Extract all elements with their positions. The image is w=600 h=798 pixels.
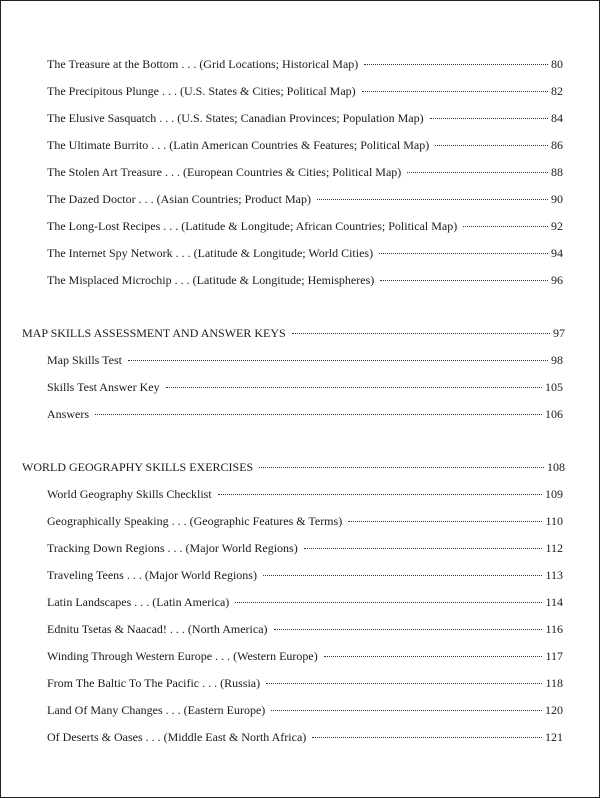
toc-entry-page: 105 bbox=[545, 380, 563, 394]
toc-section-world-geography-skills[interactable] bbox=[22, 460, 565, 474]
dot-leader bbox=[292, 333, 550, 334]
toc-entry-geographically-speaking[interactable] bbox=[47, 514, 563, 528]
dot-leader bbox=[430, 118, 548, 119]
toc-entry-page: 112 bbox=[545, 541, 563, 555]
toc-entry-long-lost-recipes[interactable] bbox=[47, 219, 563, 233]
dot-leader bbox=[348, 521, 542, 522]
toc-entry-map-skills-test[interactable] bbox=[47, 353, 563, 367]
toc-entry-page: 80 bbox=[551, 57, 563, 71]
toc-entry-title: Traveling Teens . . . (Major World Regions) bbox=[47, 568, 257, 582]
toc-section-title: MAP SKILLS ASSESSMENT AND ANSWER KEYS bbox=[22, 326, 286, 340]
toc-entry-title: The Long-Lost Recipes . . . (Latitude & Longitude; African Countries; Political Map) bbox=[47, 219, 458, 233]
toc-entry-page: 94 bbox=[551, 246, 563, 260]
toc-entry-page: 86 bbox=[551, 138, 563, 152]
toc-entry-stolen-art-treasure[interactable] bbox=[47, 165, 563, 179]
toc-entry-title: Map Skills Test bbox=[47, 353, 122, 367]
toc-entry-page: 116 bbox=[545, 622, 563, 636]
toc-entry-title: Latin Landscapes . . . (Latin America) bbox=[47, 595, 230, 609]
toc-entry-page: 98 bbox=[551, 353, 563, 367]
toc-entry-title: World Geography Skills Checklist bbox=[47, 487, 212, 501]
toc-entry-title: Answers bbox=[47, 407, 89, 421]
dot-leader bbox=[263, 575, 542, 576]
toc-entry-title: Of Deserts & Oases . . . (Middle East & North Africa) bbox=[47, 730, 307, 744]
toc-section-title: WORLD GEOGRAPHY SKILLS EXERCISES bbox=[22, 460, 254, 474]
toc-entry-title: The Dazed Doctor . . . (Asian Countries; Product Map) bbox=[47, 192, 311, 206]
toc-section-page: 108 bbox=[547, 460, 565, 474]
dot-leader bbox=[362, 91, 548, 92]
dot-leader bbox=[166, 387, 542, 388]
dot-leader bbox=[128, 360, 548, 361]
dot-leader bbox=[259, 467, 544, 468]
dot-leader bbox=[271, 710, 542, 711]
toc-entry-page: 88 bbox=[551, 165, 563, 179]
toc-entry-title: The Internet Spy Network . . . (Latitude & Longitude; World Cities) bbox=[47, 246, 374, 260]
toc-entry-page: 92 bbox=[551, 219, 563, 233]
toc-entry-page: 90 bbox=[551, 192, 563, 206]
toc-entry-land-of-many-changes[interactable] bbox=[47, 703, 563, 717]
toc-entry-title: The Ultimate Burrito . . . (Latin American Countries & Features; Political Map) bbox=[47, 138, 430, 152]
toc-entry-baltic-to-pacific[interactable] bbox=[47, 676, 563, 690]
toc-entry-title: Ednitu Tsetas & Naacad! . . . (North America) bbox=[47, 622, 268, 636]
toc-entry-title: Tracking Down Regions . . . (Major World Regions) bbox=[47, 541, 298, 555]
toc-entry-title: The Precipitous Plunge . . . (U.S. States & Cities; Political Map) bbox=[47, 84, 356, 98]
toc-section-page: 97 bbox=[553, 326, 565, 340]
toc-entry-elusive-sasquatch[interactable] bbox=[47, 111, 563, 125]
dot-leader bbox=[274, 629, 543, 630]
toc-entry-page: 120 bbox=[545, 703, 563, 717]
toc-entry-precipitous-plunge[interactable] bbox=[47, 84, 563, 98]
toc-entry-title: From The Baltic To The Pacific . . . (Russia) bbox=[47, 676, 261, 690]
toc-entry-page: 121 bbox=[545, 730, 563, 744]
toc-entry-misplaced-microchip[interactable] bbox=[47, 273, 563, 287]
toc-section-map-skills-assessment[interactable] bbox=[22, 326, 565, 340]
dot-leader bbox=[380, 280, 548, 281]
toc-entry-traveling-teens[interactable] bbox=[47, 568, 563, 582]
dot-leader bbox=[266, 683, 542, 684]
dot-leader bbox=[218, 494, 542, 495]
toc-entry-page: 84 bbox=[551, 111, 563, 125]
toc-entry-dazed-doctor[interactable] bbox=[47, 192, 563, 206]
toc-entry-page: 96 bbox=[551, 273, 563, 287]
toc-entry-ultimate-burrito[interactable] bbox=[47, 138, 563, 152]
toc-entry-title: The Treasure at the Bottom . . . (Grid Locations; Historical Map) bbox=[47, 57, 359, 71]
toc-entry-title: The Stolen Art Treasure . . . (European Countries & Cities; Political Map) bbox=[47, 165, 402, 179]
dot-leader bbox=[435, 145, 548, 146]
toc-entry-title: Skills Test Answer Key bbox=[47, 380, 160, 394]
toc-entry-winding-through-western-europe[interactable] bbox=[47, 649, 563, 663]
toc-entry-treasure-at-the-bottom[interactable] bbox=[47, 57, 563, 71]
dot-leader bbox=[324, 656, 543, 657]
dot-leader bbox=[317, 199, 548, 200]
toc-entry-page: 110 bbox=[545, 514, 563, 528]
dot-leader bbox=[312, 737, 542, 738]
toc-entry-page: 109 bbox=[545, 487, 563, 501]
toc-entry-page: 118 bbox=[545, 676, 563, 690]
toc-entry-title: The Misplaced Microchip . . . (Latitude & Longitude; Hemispheres) bbox=[47, 273, 375, 287]
toc-entry-page: 82 bbox=[551, 84, 563, 98]
toc-entry-title: Land Of Many Changes . . . (Eastern Europe) bbox=[47, 703, 266, 717]
toc-entry-title: Geographically Speaking . . . (Geographic Features & Terms) bbox=[47, 514, 343, 528]
toc-entry-page: 113 bbox=[545, 568, 563, 582]
toc-entry-answers[interactable] bbox=[47, 407, 563, 421]
dot-leader bbox=[379, 253, 548, 254]
dot-leader bbox=[407, 172, 548, 173]
dot-leader bbox=[95, 414, 542, 415]
toc-entry-title: The Elusive Sasquatch . . . (U.S. States; Canadian Provinces; Population Map) bbox=[47, 111, 424, 125]
toc-entry-skills-test-answer-key[interactable] bbox=[47, 380, 563, 394]
toc-entry-title: Winding Through Western Europe . . . (Western Europe) bbox=[47, 649, 318, 663]
toc-entry-internet-spy-network[interactable] bbox=[47, 246, 563, 260]
dot-leader bbox=[304, 548, 543, 549]
dot-leader bbox=[463, 226, 548, 227]
toc-entry-page: 106 bbox=[545, 407, 563, 421]
toc-entry-world-geography-checklist[interactable] bbox=[47, 487, 563, 501]
toc-entry-page: 117 bbox=[545, 649, 563, 663]
toc-entry-tracking-down-regions[interactable] bbox=[47, 541, 563, 555]
toc-entry-latin-landscapes[interactable] bbox=[47, 595, 563, 609]
toc-entry-deserts-and-oases[interactable] bbox=[47, 730, 563, 744]
toc-entry-ednitu-tsetas-naacad[interactable] bbox=[47, 622, 563, 636]
dot-leader bbox=[235, 602, 542, 603]
dot-leader bbox=[364, 64, 548, 65]
toc-entry-page: 114 bbox=[545, 595, 563, 609]
